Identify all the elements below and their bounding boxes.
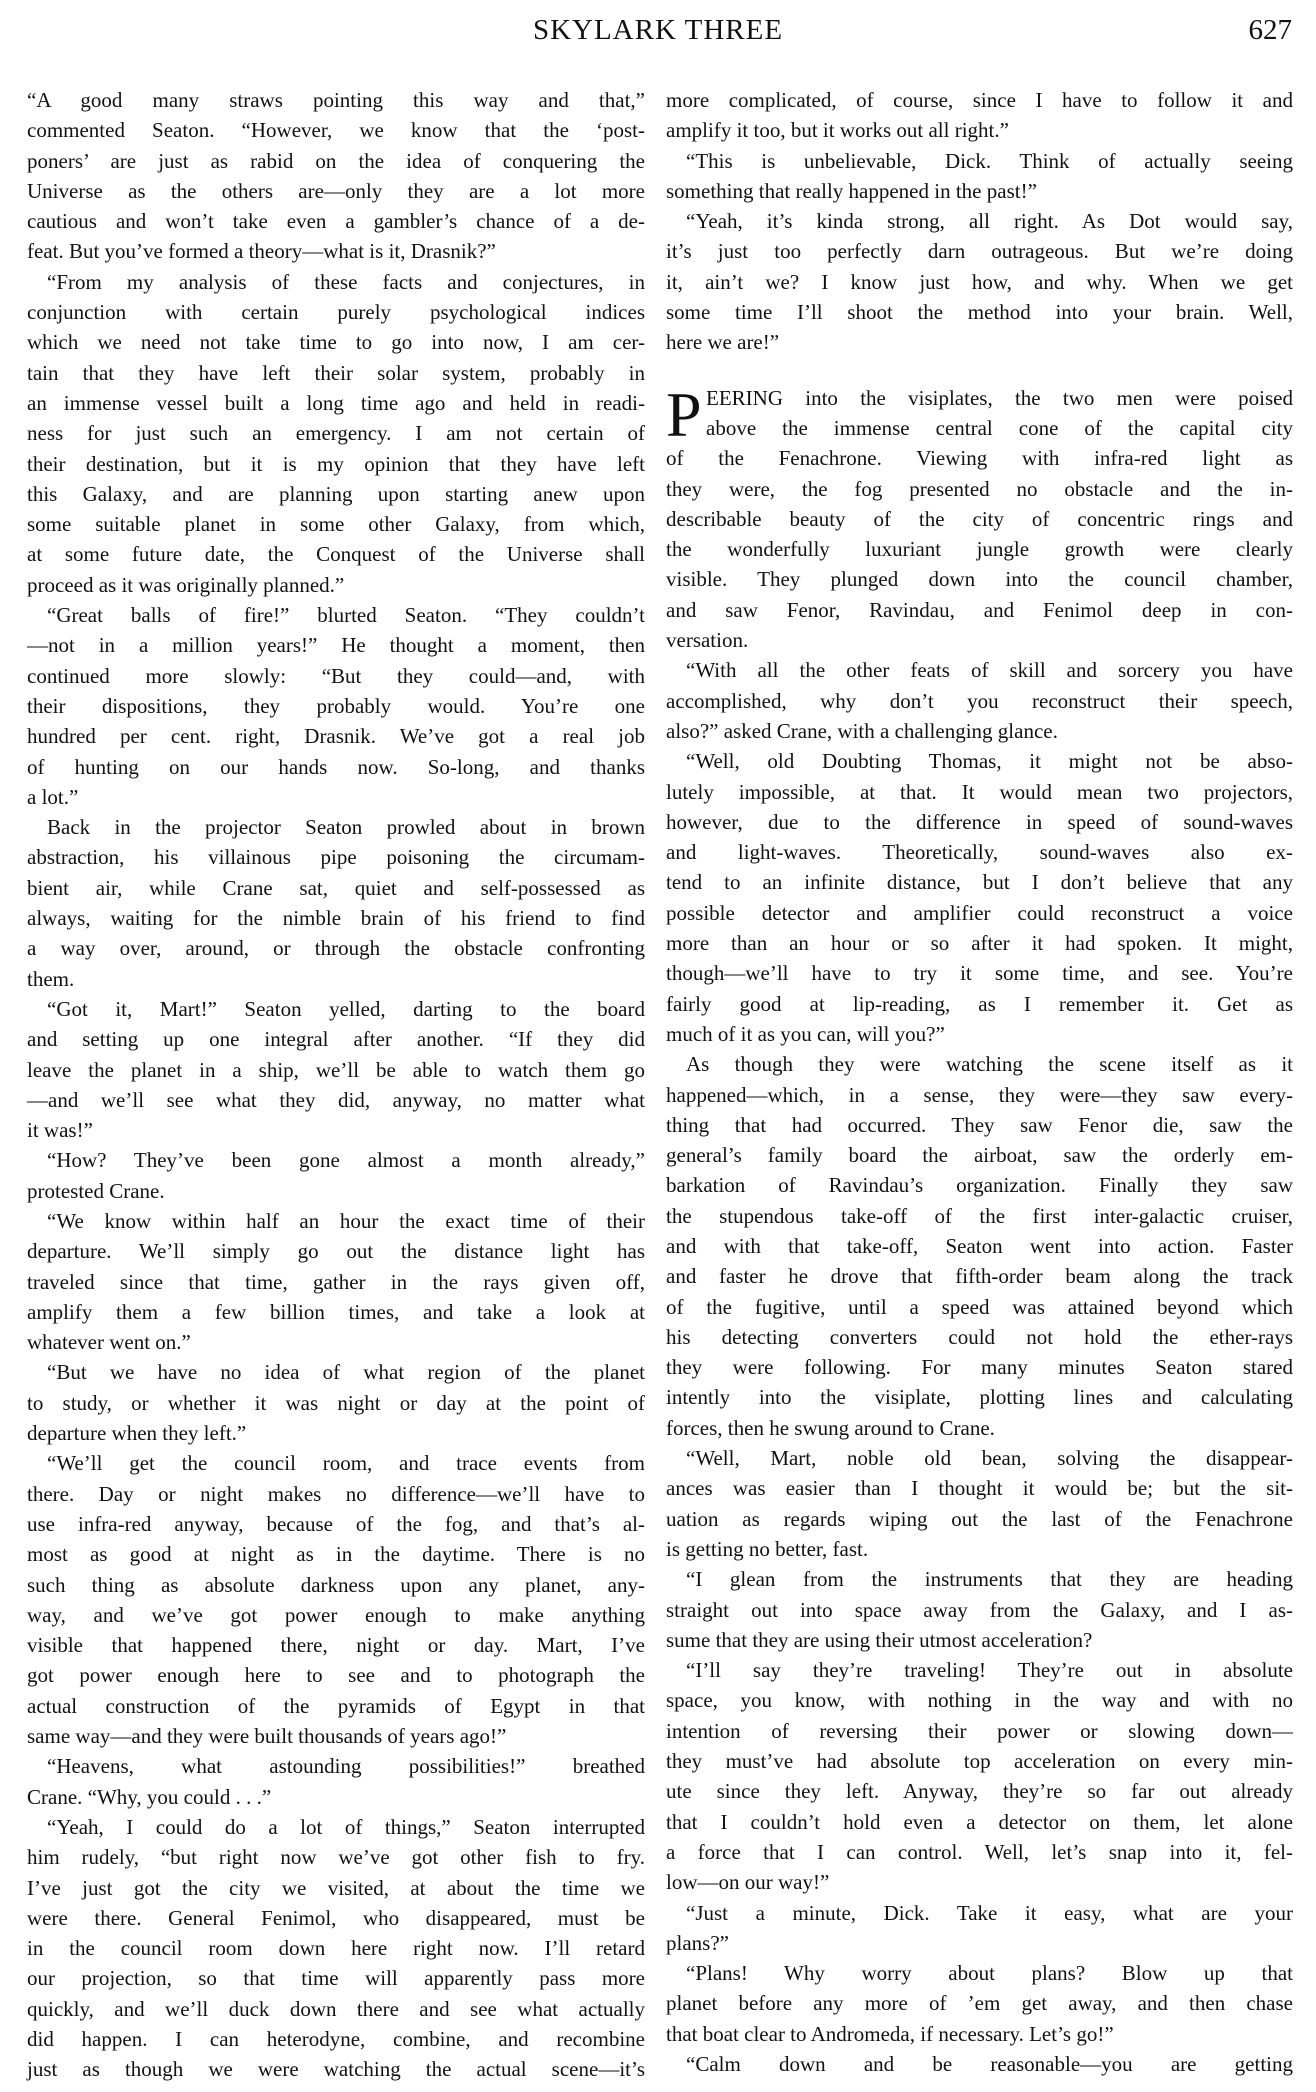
text-line: straight out into space away from the Galaxy, and I as- <box>666 1597 1293 1622</box>
text-line: they were following. For many minutes Seaton stared <box>666 1355 1293 1380</box>
text-line: a force that I can control. Well, let’s snap into it, fel- <box>666 1839 1293 1864</box>
text-line: ness for just such an emergency. I am not certain of <box>27 421 645 446</box>
text-line: this Galaxy, and are planning upon starting anew upon <box>27 481 645 506</box>
text-line: tend to an infinite distance, but I don’t believe that any <box>666 870 1293 895</box>
text-line: is getting no better, fast. <box>666 1536 869 1561</box>
text-line: Crane. “Why, you could . . .” <box>27 1784 272 1809</box>
text-line: conjunction with certain purely psychological indices <box>27 300 645 325</box>
text-line: poners’ are just as rabid on the idea of conquering the <box>27 148 645 173</box>
text-line: that I couldn’t hold even a detector on them, let alone <box>666 1809 1293 1834</box>
text-line: it’s just too perfectly darn outrageous. But we’re doing <box>666 239 1293 264</box>
text-line: “Heavens, what astounding possibilities!” breathed <box>47 1754 645 1779</box>
text-line: “Well, old Doubting Thomas, it might not be abso- <box>686 749 1293 774</box>
paragraph <box>27 994 645 1145</box>
text-line: —and we’ll see what they did, anyway, no matter what <box>27 1087 645 1112</box>
text-line: much of it as you can, will you?” <box>666 1021 945 1046</box>
text-line: “Just a minute, Dick. Take it easy, what are your <box>686 1900 1293 1925</box>
paragraph <box>27 1751 645 1812</box>
text-line: intention of reversing their power or slowing down— <box>666 1718 1293 1743</box>
paragraph <box>27 267 645 600</box>
text-line: most as good at night as in the daytime. There is no <box>27 1542 645 1567</box>
paragraph <box>27 812 645 994</box>
text-line: Back in the projector Seaton prowled about in brown <box>47 815 645 840</box>
text-line: the wonderfully luxuriant jungle growth were clearly <box>666 537 1293 562</box>
text-line: were there. General Fenimol, who disappeared, must be <box>27 1905 645 1930</box>
paragraph <box>666 1655 1293 1897</box>
paragraph <box>666 146 1293 207</box>
text-line: an immense vessel built a long time ago and held in readi- <box>27 390 645 415</box>
text-line: “I glean from the instruments that they are heading <box>686 1567 1293 1592</box>
text-line: got power enough here to see and to photograph the <box>27 1663 645 1688</box>
text-line: sume that they are using their utmost acceleration? <box>666 1627 1093 1652</box>
text-line: to study, or whether it was night or day at the point of <box>27 1390 645 1415</box>
text-line: and with that take-off, Seaton went into action. Faster <box>666 1233 1293 1258</box>
text-line: their dispositions, they probably would. You’re one <box>27 693 645 718</box>
text-line: abstraction, his villainous pipe poisoning the circumam- <box>27 845 645 870</box>
text-line: “Yeah, it’s kinda strong, all right. As Dot would say, <box>686 209 1293 234</box>
text-line: in the council room down here right now. I’ll retard <box>27 1936 645 1961</box>
text-line: “With all the other feats of skill and sorcery you have <box>686 658 1293 683</box>
text-line: general’s family board the airboat, saw the orderly em- <box>666 1143 1293 1168</box>
text-line: protested Crane. <box>27 1178 165 1203</box>
paragraph <box>27 1812 645 2085</box>
text-line: lutely impossible, at that. It would mean two projectors, <box>666 779 1293 804</box>
text-line: low—on our way!” <box>666 1870 830 1895</box>
text-line: such thing as absolute darkness upon any planet, any- <box>27 1572 645 1597</box>
paragraph <box>666 1049 1293 1443</box>
text-line: which we need not take time to go into now, I am cer- <box>27 330 645 355</box>
text-line: quickly, and we’ll duck down there and see what actually <box>27 1996 645 2021</box>
text-line: uation as regards wiping out the last of the Fenachrone <box>666 1506 1293 1531</box>
text-line: —not in a million years!” He thought a moment, then <box>27 633 645 658</box>
text-line: them. <box>27 966 75 991</box>
text-line: planet before any more of ’em get away, and then chase <box>666 1991 1293 2016</box>
text-line: something that really happened in the past!” <box>666 178 1037 203</box>
text-line: amplify it too, but it works out all right.” <box>666 118 1009 143</box>
text-line: As though they were watching the scene itself as it <box>686 1052 1293 1077</box>
text-line: visible that happened there, night or day. Mart, I’ve <box>27 1633 645 1658</box>
text-line: EERING into the visiplates, the two men were poised <box>706 385 1293 410</box>
text-line: our projection, so that time will apparently pass more <box>27 1966 645 1991</box>
text-line: versation. <box>666 628 749 653</box>
paragraph <box>666 1564 1293 1655</box>
drop-cap: P <box>666 378 702 450</box>
text-line: “I’ll say they’re traveling! They’re out in absolute <box>686 1658 1293 1683</box>
text-line: cautious and won’t take even a gambler’s chance of a de- <box>27 209 645 234</box>
text-line: bient air, while Crane sat, quiet and self-possessed as <box>27 875 645 900</box>
text-line: thing that had occurred. They saw Fenor die, saw the <box>666 1112 1293 1137</box>
paragraph <box>27 85 645 267</box>
text-line: “From my analysis of these facts and conjectures, in <box>47 269 645 294</box>
text-line: tain that they have left their solar system, probably in <box>27 360 645 385</box>
text-line: “Well, Mart, noble old bean, solving the disappear- <box>686 1446 1293 1471</box>
text-line: him rudely, “but right now we’ve got other fish to fry. <box>27 1845 645 1870</box>
paragraph <box>27 1448 645 1751</box>
paragraph <box>666 1443 1293 1564</box>
text-line: and faster he drove that fifth-order beam along the track <box>666 1264 1293 1289</box>
text-line: proceed as it was originally planned.” <box>27 572 345 597</box>
text-line: leave the planet in a ship, we’ll be able to watch them go <box>27 1057 645 1082</box>
text-line: “Got it, Mart!” Seaton yelled, darting to the board <box>47 996 645 1021</box>
text-line: always, waiting for the nimble brain of his friend to find <box>27 906 645 931</box>
text-line: departure when they left.” <box>27 1421 247 1446</box>
text-line: at some future date, the Conquest of the Universe shall <box>27 542 645 567</box>
text-line: feat. But you’ve formed a theory—what is it, Drasnik?” <box>27 239 496 264</box>
text-line: “Great balls of fire!” blurted Seaton. “They couldn’t <box>47 603 645 628</box>
text-line: ute since they left. Anyway, they’re so far out already <box>666 1779 1293 1804</box>
text-line: continued more slowly: “But they could—and, with <box>27 663 645 688</box>
paragraph <box>666 85 1293 146</box>
text-line: it, ain’t we? I know just how, and why. When we get <box>666 269 1293 294</box>
text-line: the stupendous take-off of the first inter-galactic cruiser, <box>666 1203 1293 1228</box>
text-line: a way over, around, or through the obstacle confronting <box>27 936 645 961</box>
text-line: actual construction of the pyramids of Egypt in that <box>27 1693 645 1718</box>
paragraph <box>666 206 1293 357</box>
text-line: “We’ll get the council room, and trace events from <box>47 1451 645 1476</box>
text-line: a lot.” <box>27 784 79 809</box>
text-line: “Calm down and be reasonable—you are getting <box>686 2052 1293 2076</box>
text-line: traveled since that time, gather in the rays given off, <box>27 1269 645 1294</box>
text-line: and light-waves. Theoretically, sound-waves also ex- <box>666 840 1293 865</box>
page-number: 627 <box>1248 14 1292 46</box>
text-line: same way—and they were built thousands of years ago!” <box>27 1724 507 1749</box>
text-line: of hunting on our hands now. So-long, and thanks <box>27 754 645 779</box>
paragraph <box>666 2049 1293 2079</box>
text-line: barkation of Ravindau’s organization. Finally they saw <box>666 1173 1293 1198</box>
text-line: his detecting converters could not hold the ether-rays <box>666 1324 1293 1349</box>
paragraph <box>666 655 1293 746</box>
text-line: “A good many straws pointing this way and that,” <box>27 88 645 112</box>
text-line: just as though we were watching the actual scene—it’s <box>27 2057 645 2082</box>
text-line: more complicated, of course, since I have to follow it and <box>666 88 1293 112</box>
text-column-right <box>666 85 1293 2079</box>
paragraph <box>27 1357 645 1448</box>
text-line: forces, then he swung around to Crane. <box>666 1415 995 1440</box>
text-line: plans?” <box>666 1930 729 1955</box>
running-header-title: SKYLARK THREE <box>532 14 784 46</box>
text-line: Universe as the others are—only they are a lot more <box>27 178 645 203</box>
text-line: it was!” <box>27 1118 93 1143</box>
text-line: more than an hour or so after it had spoken. It might, <box>666 931 1293 956</box>
text-line: of the Fenachrone. Viewing with infra-red light as <box>666 446 1293 471</box>
text-line: happened—which, in a sense, they were—they saw every- <box>666 1082 1293 1107</box>
text-line: use infra-red anyway, because of the fog, and that’s al- <box>27 1511 645 1536</box>
text-line: “Plans! Why worry about plans? Blow up that <box>686 1961 1293 1986</box>
text-line: some suitable planet in some other Galaxy, from which, <box>27 512 645 537</box>
text-line: here we are!” <box>666 330 780 355</box>
text-line: visible. They plunged down into the council chamber, <box>666 567 1293 592</box>
text-line: way, and we’ve got power enough to make anything <box>27 1602 645 1627</box>
text-line: they were, the fog presented no obstacle and the in- <box>666 476 1293 501</box>
text-line: hundred per cent. right, Drasnik. We’ve got a real job <box>27 724 645 749</box>
paragraph <box>666 1958 1293 2049</box>
text-line: fairly good at lip-reading, as I remember it. Get as <box>666 991 1293 1016</box>
paragraph <box>27 600 645 812</box>
text-line: some time I’ll shoot the method into your brain. Well, <box>666 300 1293 325</box>
paragraph <box>666 1898 1293 1959</box>
text-line: and setting up one integral after another. “If they did <box>27 1027 645 1052</box>
text-line: of the fugitive, until a speed was attained beyond which <box>666 1294 1293 1319</box>
text-line: commented Seaton. “However, we know that the ‘post- <box>27 118 645 143</box>
paragraph <box>666 746 1293 1049</box>
text-line: did happen. I can heterodyne, combine, and recombine <box>27 2027 645 2051</box>
text-line: accomplished, why don’t you reconstruct their speech, <box>666 688 1293 713</box>
text-line: that boat clear to Andromeda, if necessary. Let’s go!” <box>666 2021 1114 2046</box>
text-line: I’ve just got the city we visited, at about the time we <box>27 1875 645 1900</box>
text-line: “We know within half an hour the exact time of their <box>47 1208 645 1233</box>
text-line: above the immense central cone of the capital city <box>706 415 1293 440</box>
paragraph <box>666 378 1293 656</box>
text-line: they must’ve had absolute top acceleration on every min- <box>666 1749 1293 1774</box>
text-line: possible detector and amplifier could reconstruct a voice <box>666 900 1293 925</box>
text-line: “But we have no idea of what region of the planet <box>47 1360 645 1385</box>
text-line: “Yeah, I could do a lot of things,” Seaton interrupted <box>47 1814 645 1839</box>
text-line: departure. We’ll simply go out the distance light has <box>27 1239 645 1264</box>
text-line: and saw Fenor, Ravindau, and Fenimol deep in con- <box>666 597 1293 622</box>
text-line: their destination, but it is my opinion that they have left <box>27 451 645 476</box>
text-line: “This is unbelievable, Dick. Think of actually seeing <box>686 148 1293 173</box>
text-column-left <box>27 85 645 2085</box>
text-line: whatever went on.” <box>27 1330 191 1355</box>
text-line: describable beauty of the city of concentric rings and <box>666 506 1293 531</box>
text-line: also?” asked Crane, with a challenging glance. <box>666 718 1058 743</box>
text-line: however, due to the difference in speed of sound-waves <box>666 809 1293 834</box>
text-line: there. Day or night makes no difference—we’ll have to <box>27 1481 645 1506</box>
text-line: though—we’ll have to try it some time, and see. You’re <box>666 961 1293 986</box>
text-line: space, you know, with nothing in the way and with no <box>666 1688 1293 1713</box>
paragraph <box>27 1206 645 1357</box>
text-line: amplify them a few billion times, and take a look at <box>27 1299 645 1324</box>
text-line: “How? They’ve been gone almost a month already,” <box>47 1148 645 1173</box>
text-line: intently into the visiplate, plotting lines and calculating <box>666 1385 1293 1410</box>
paragraph <box>27 1145 645 1206</box>
text-line: ances was easier than I thought it would be; but the sit- <box>666 1476 1293 1501</box>
